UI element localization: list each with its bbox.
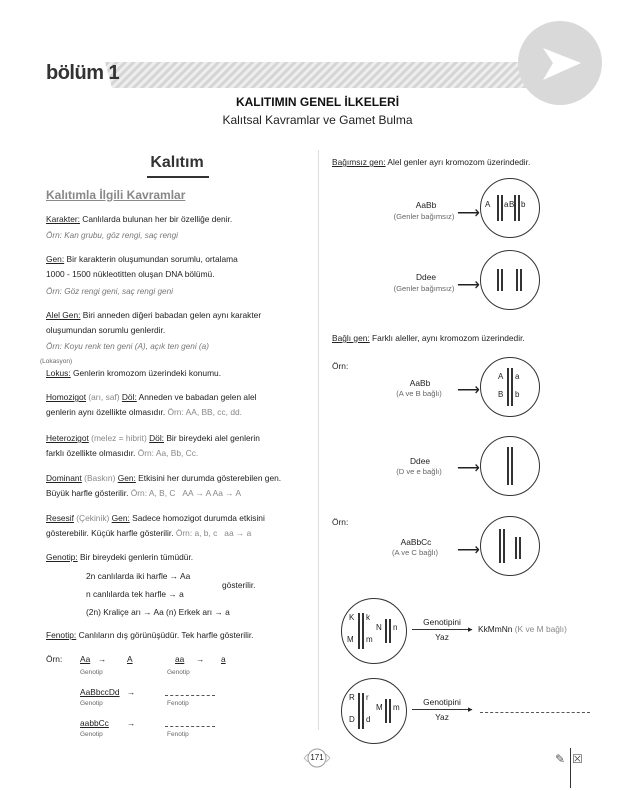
allele-label: n [393,623,398,632]
fenotip-caption-2: Fenotip [167,731,189,738]
genotip-ari: (2n) Kraliçe arı → Aa (n) Erkek arı → a [86,607,230,617]
genotip-2n: 2n canlılarda iki harfle → Aa [86,571,191,581]
chromosome-icon [481,358,539,416]
genotip-n: n canlılarda tek harfle → a [86,589,184,599]
fenotip-caption-1: Fenotip [167,700,189,707]
allele-label: R [349,693,355,702]
page-number: 171 [310,753,324,762]
allele-label: M [347,635,354,644]
ex1-note: (Genler bağımsız) [393,212,455,221]
bagli-orn-2: Örn: [332,517,349,527]
example-phenotype-1: A [127,654,133,664]
genotip-caption-1: Genotip [80,669,103,676]
arrow-head-icon: ▸ [468,624,473,634]
genotip-caption-2: Genotip [167,669,190,676]
ex3-note: (A ve B bağlı) [396,389,442,398]
ex1-genotype: AaBb [415,200,437,210]
allele-label: A [485,200,491,209]
allele-label: a [515,372,520,381]
fenotip-blank-2[interactable] [165,726,215,727]
example-genotype-4: aabbCc [80,718,109,728]
ex4-genotype: Ddee [409,456,431,466]
ex2-note: (Genler bağımsız) [393,284,455,293]
karakter-example: Örn: Kan grubu, göz rengi, saç rengi [46,231,178,240]
column-divider [318,150,319,730]
karakter-def: Karakter: Canlılarda bulunan her bir özelliğe denir. [46,214,233,224]
ex7-answer-blank[interactable] [480,712,590,713]
allele-label: B [509,200,515,209]
ex4-note: (D ve e bağlı) [396,467,442,476]
chromosome-icon [481,437,539,495]
cell-ex4 [480,436,540,496]
section-subheading: Kalıtımla İlgili Kavramlar [46,188,186,202]
ex6-arrow-bottom: Yaz [435,632,449,642]
resesif-def: Resesif (Çekinik) Gen: Sadece homozigot durumda etkisini gösterebilir. Küçük harfle gösterilir. Örn: a, b, c aa → a [46,513,265,538]
lokus-note: (Lokasyon) [40,358,73,365]
arrow-head-icon: ▸ [468,704,473,714]
bagimsiz-def: Bağımsız gen: Alel genler ayrı kromozom üzerindedir. [332,157,531,167]
arrow-icon: ⟶ [457,277,480,294]
arrow-icon: ⟶ [457,205,480,222]
arrow-3: → [127,687,136,697]
ex7-arrow-top: Genotipini [423,697,461,707]
fenotip-blank-1[interactable] [165,695,215,696]
allele-label: K [349,613,355,622]
genotip-def: Genotip: Bir bireydeki genlerin tümüdür. [46,552,194,562]
cell-ex3 [480,357,540,417]
genotip-gosterilir: gösterilir. [222,580,256,590]
arrow-icon: ⟶ [457,542,480,559]
example-genotype-3: AaBbccDd [80,687,120,697]
genotip-caption-3: Genotip [80,700,103,707]
allele-label: B [498,390,504,399]
allele-label: b [521,200,526,209]
chromosome-icon [481,517,539,575]
alel-def: Alel Gen: Biri anneden diğeri babadan gelen aynı karakter oluşumundan sorumlu genlerdir. [46,310,262,335]
lokus-def: Lokus: Genlerin kromozom üzerindeki konumu. [46,368,222,378]
arrow-icon [412,709,472,710]
ex6-result: KkMmNn (K ve M bağlı) [478,624,567,634]
allele-label: b [515,390,520,399]
bagli-def: Bağlı gen: Farklı aleller, aynı kromozom üzerindedir. [332,333,525,343]
dominant-def: Dominant (Baskın) Gen: Etkisini her durumda gösterebilen gen. Büyük harfle gösterilir. Örn: A, B, C AA → A Aa → A [46,473,282,498]
example-phenotype-2: a [221,654,226,664]
footer-divider [570,748,571,788]
allele-label: M [376,703,383,712]
allele-label: N [376,623,382,632]
allele-label: k [366,613,370,622]
allele-label: m [393,703,400,712]
genotip-caption-4: Genotip [80,731,103,738]
page-title: KALITIMIN GENEL İLKELERİ [235,95,400,109]
ex6-arrow-top: Genotipini [423,617,461,627]
cell-ex2 [480,250,540,310]
fenotip-def: Fenotip: Canlıların dış görünüşüdür. Tek harfle gösterilir. [46,630,254,640]
cell-ex1 [480,178,540,238]
cell-ex5 [480,516,540,576]
homozigot-def: Homozigot (arı, saf) Döl: Anneden ve babadan gelen alel genlerin aynı özellikte olmasıdır. Örn: AA, BB, cc, dd. [46,392,257,417]
example-genotype-1: Aa [80,654,91,664]
ex7-arrow-bottom: Yaz [435,712,449,722]
arrow-1: → [98,654,107,664]
ex5-note: (A ve C bağlı) [391,548,438,557]
heterozigot-def: Heterozigot (melez = hibrit) Döl: Bir bireydeki alel genlerin farklı özellikte olmasıdır. Örn: Aa, Bb, Cc. [46,433,260,458]
allele-label: d [366,715,371,724]
allele-label: a [504,200,509,209]
allele-label: A [498,372,504,381]
allele-label: m [366,635,373,644]
page-subtitle: Kalıtsal Kavramlar ve Gamet Bulma [222,113,413,127]
pen-icon: ✎ [555,752,566,766]
chromosome-icon [481,251,539,309]
gen-def: Gen: Bir karakterin oluşumundan sorumlu, ortalama 1000 - 1500 nükleotitten oluşan DNA bölümü. [46,254,238,279]
allele-label: r [366,693,369,702]
section-heading: Kalıtım [150,154,204,171]
ex3-genotype: AaBb [409,378,431,388]
arrow-4: → [127,718,136,728]
allele-label: D [349,715,355,724]
ex5-genotype: AaBbCc [400,537,432,547]
arrow-2: → [196,654,205,664]
heading-underline [147,176,209,178]
ex2-genotype: Ddee [415,272,437,282]
arrow-icon: ⟶ [457,382,480,399]
note-icon: ☒ [572,752,583,766]
example-genotype-2: aa [175,654,185,664]
arrow-icon: ⟶ [457,460,480,477]
alel-example: Örn: Koyu renk ten geni (A), açık ten geni (a) [46,342,209,351]
cell-ex6 [341,598,407,664]
bagli-orn: Örn: [332,361,349,371]
cell-ex7 [341,678,407,744]
gen-example: Örn: Göz rengi geni, saç rengi geni [46,287,173,296]
chapter-label: bölüm 1 [46,62,120,84]
arrow-icon [412,629,472,630]
fenotip-examples-label: Örn: [46,654,63,664]
